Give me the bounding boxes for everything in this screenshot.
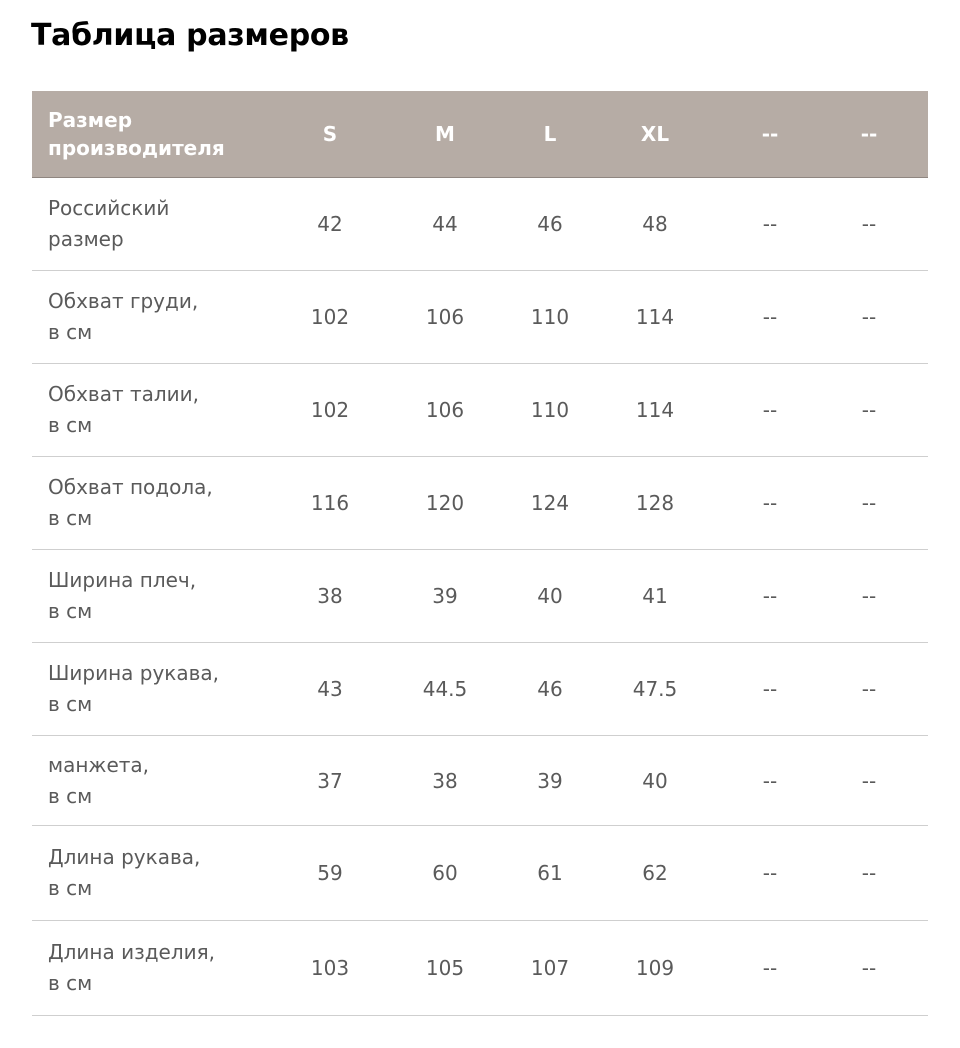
value-cell: --: [730, 550, 810, 643]
value-cell: 116: [290, 457, 370, 550]
value-cell: 38: [370, 736, 520, 826]
row-label-line1: Российский: [48, 196, 170, 220]
value-cell: --: [810, 364, 928, 457]
row-label-line2: в см: [48, 320, 93, 344]
row-label-line1: манжета,: [48, 752, 150, 777]
table-row: [32, 826, 928, 921]
row-label: [32, 271, 290, 364]
value-cell: 102: [290, 271, 370, 364]
row-label-line1: Обхват груди,: [48, 289, 199, 313]
table-row: [32, 921, 928, 1016]
row-label-line2: в см: [48, 783, 93, 808]
value-cell: 43: [290, 643, 370, 736]
header-size-xl: XL: [580, 91, 730, 178]
value-cell: --: [810, 550, 928, 643]
table-row: [32, 550, 928, 643]
header-label-cell: [32, 91, 290, 178]
value-cell: --: [730, 271, 810, 364]
row-label-line1: Длина рукава,: [48, 845, 201, 869]
row-label-line2: в см: [48, 599, 93, 623]
value-cell: --: [810, 736, 928, 826]
row-label: [32, 826, 290, 921]
header-size-l: L: [520, 91, 580, 178]
value-cell: 107: [520, 921, 580, 1016]
value-cell: 109: [580, 921, 730, 1016]
row-label-line1: Обхват талии,: [48, 382, 200, 406]
value-cell: 114: [580, 271, 730, 364]
value-cell: 114: [580, 364, 730, 457]
value-cell: 40: [520, 550, 580, 643]
value-cell: 106: [370, 271, 520, 364]
row-label: [32, 736, 290, 826]
value-cell: 106: [370, 364, 520, 457]
table-row: [32, 364, 928, 457]
table-row: [32, 271, 928, 364]
value-cell: 44: [370, 178, 520, 271]
value-cell: 103: [290, 921, 370, 1016]
table-row: [32, 457, 928, 550]
row-label-line1: Длина изделия,: [48, 940, 216, 964]
value-cell: 48: [580, 178, 730, 271]
row-label-line2: в см: [48, 506, 93, 530]
row-label: [32, 178, 290, 271]
table-row: [32, 178, 928, 271]
row-label: [32, 643, 290, 736]
value-cell: 37: [290, 736, 370, 826]
value-cell: 120: [370, 457, 520, 550]
table-header: [32, 91, 928, 178]
row-label: [32, 550, 290, 643]
value-cell: --: [730, 736, 810, 826]
value-cell: 39: [370, 550, 520, 643]
value-cell: 124: [520, 457, 580, 550]
value-cell: 62: [580, 826, 730, 921]
page-title: Таблица размеров: [31, 18, 349, 53]
row-label-line1: Ширина рукава,: [48, 661, 220, 685]
value-cell: --: [730, 826, 810, 921]
size-table: [32, 91, 928, 1016]
value-cell: 46: [520, 178, 580, 271]
header-size-m: M: [370, 91, 520, 178]
row-label: [32, 457, 290, 550]
row-label-line2: в см: [48, 692, 93, 716]
value-cell: --: [810, 457, 928, 550]
value-cell: 38: [290, 550, 370, 643]
value-cell: 40: [580, 736, 730, 826]
row-label-line2: размер: [48, 227, 124, 251]
value-cell: 110: [520, 271, 580, 364]
value-cell: 61: [520, 826, 580, 921]
value-cell: --: [810, 271, 928, 364]
value-cell: 105: [370, 921, 520, 1016]
table-row: [32, 736, 928, 826]
value-cell: 44.5: [370, 643, 520, 736]
row-label: [32, 364, 290, 457]
row-label-line1: Обхват подола,: [48, 475, 213, 499]
value-cell: --: [810, 826, 928, 921]
value-cell: --: [730, 921, 810, 1016]
row-label-line2: в см: [48, 413, 93, 437]
header-row: [32, 91, 928, 178]
row-label-line2: в см: [48, 971, 93, 995]
value-cell: --: [810, 921, 928, 1016]
value-cell: 102: [290, 364, 370, 457]
value-cell: 41: [580, 550, 730, 643]
value-cell: 47.5: [580, 643, 730, 736]
value-cell: 46: [520, 643, 580, 736]
value-cell: --: [730, 643, 810, 736]
header-size-empty-2: --: [810, 91, 928, 178]
value-cell: 60: [370, 826, 520, 921]
header-label-line1: Размер: [48, 108, 133, 132]
value-cell: 42: [290, 178, 370, 271]
table-body: [32, 178, 928, 1016]
row-label: [32, 921, 290, 1016]
value-cell: --: [730, 457, 810, 550]
value-cell: --: [810, 643, 928, 736]
row-label-line1: Ширина плеч,: [48, 568, 197, 592]
row-label-line2: в см: [48, 876, 93, 900]
value-cell: --: [810, 178, 928, 271]
value-cell: 110: [520, 364, 580, 457]
value-cell: 39: [520, 736, 580, 826]
value-cell: --: [730, 178, 810, 271]
table-row: [32, 643, 928, 736]
value-cell: 128: [580, 457, 730, 550]
value-cell: --: [730, 364, 810, 457]
header-size-empty-1: --: [730, 91, 810, 178]
value-cell: 59: [290, 826, 370, 921]
header-size-s: S: [290, 91, 370, 178]
header-label-line2: производителя: [48, 136, 225, 160]
